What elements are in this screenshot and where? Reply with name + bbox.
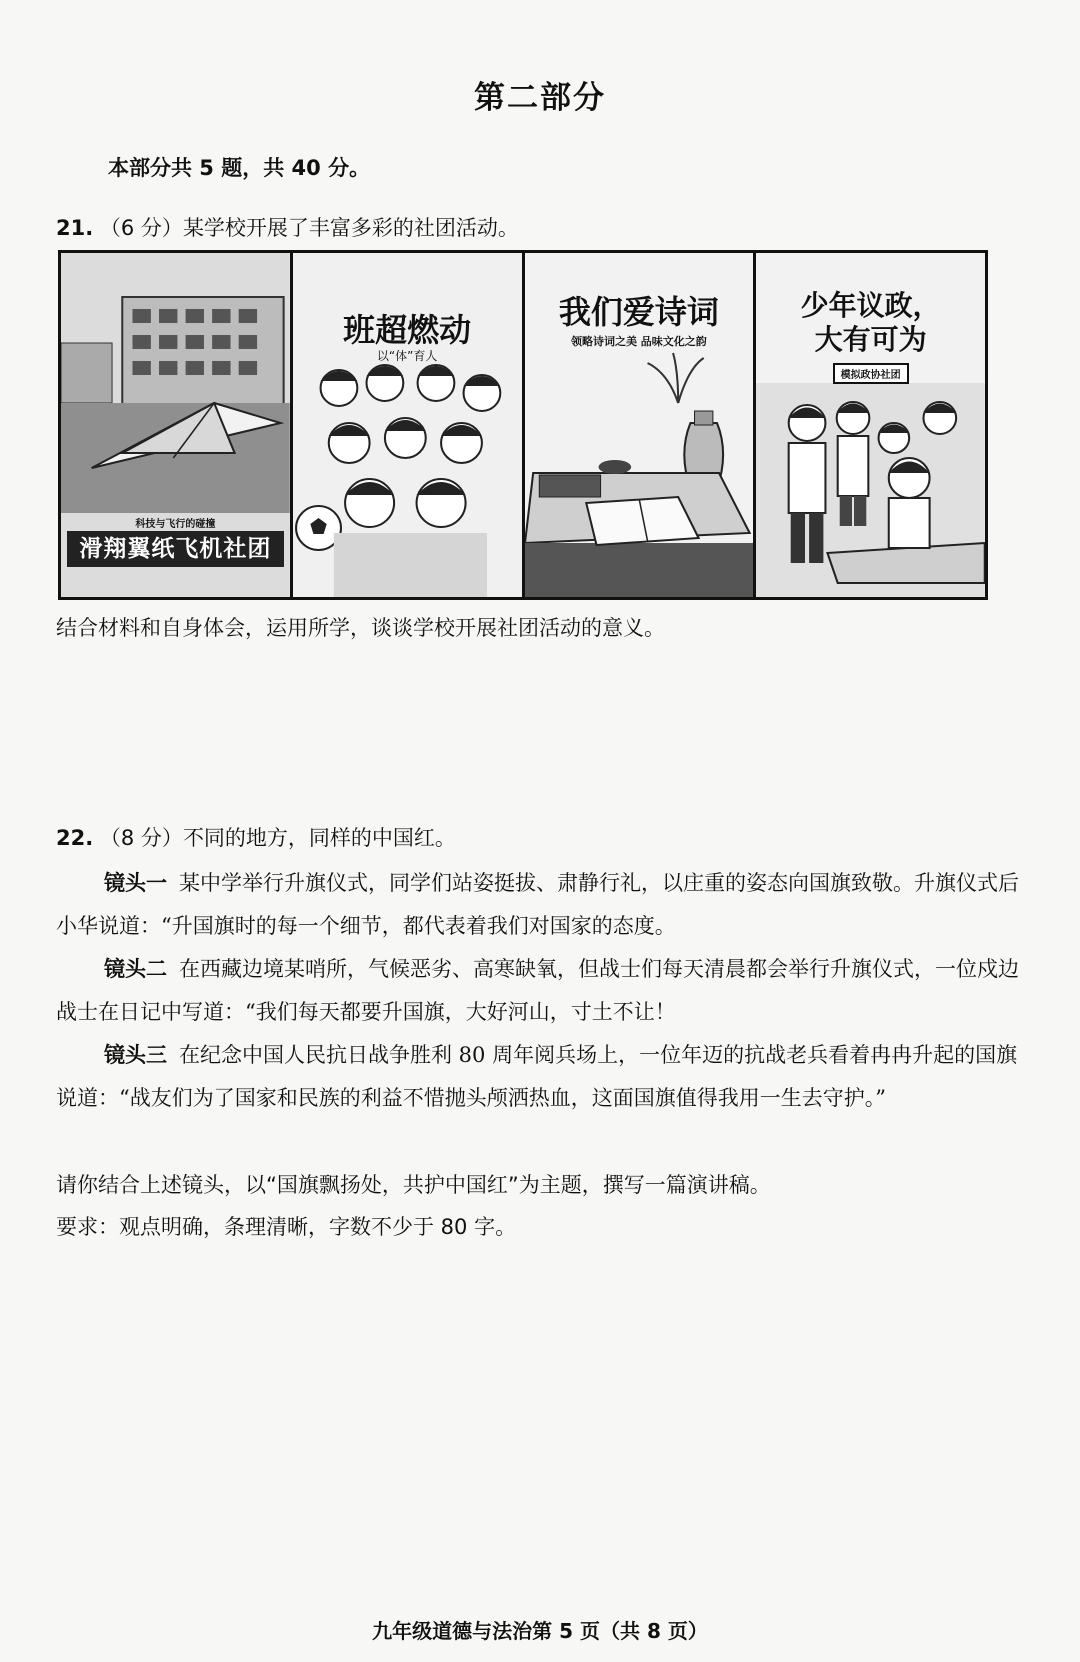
question-text: 不同的地方，同样的中国红。 <box>182 826 456 850</box>
panel-subtitle: 领略诗词之美 品味文化之韵 <box>570 335 707 348</box>
part-intro: 本部分共 5 题，共 40 分。 <box>108 156 371 180</box>
question-22-requirement: 要求：观点明确，条理清晰，字数不少于 80 字。 <box>56 1215 517 1239</box>
scene-1 <box>56 862 1036 948</box>
panel-title-line2: 大有可为 <box>814 323 927 356</box>
question-text: 某学校开展了丰富多彩的社团活动。 <box>182 216 519 240</box>
scene-label: 镜头二 <box>104 957 167 981</box>
question-21-stem <box>56 212 519 242</box>
scene-text: 在西藏边境某哨所，气候恶劣、高寒缺氧，但战士们每天清晨都会举行升旗仪式，一位戍边战士在日记中写道：“我们每天都要升国旗，大好河山，寸土不让！ <box>56 957 1019 1024</box>
scene-text: 某中学举行升旗仪式，同学们站姿挺拔、肃静行礼，以庄重的姿态向国旗致敬。升旗仪式后小华说道：“升国旗时的每一个细节，都代表着我们对国家的态度。 <box>56 871 1019 938</box>
panel-title-line1: 少年议政， <box>800 289 941 322</box>
scene-3 <box>56 1034 1036 1120</box>
question-score: （8 分） <box>99 826 183 850</box>
panel-subtitle: 以“体”育人 <box>376 349 438 363</box>
question-number: 22. <box>56 826 94 850</box>
question-22-stem <box>56 822 456 852</box>
panel-politics <box>756 253 985 597</box>
question-score: （6 分） <box>99 216 183 240</box>
panel-subtitle: 科技与飞行的碰撞 <box>135 519 216 530</box>
club-panels <box>58 250 988 600</box>
panel-title: 我们爱诗词 <box>558 293 719 331</box>
scene-text: 在纪念中国人民抗日战争胜利 80 周年阅兵场上，一位年迈的抗战老兵看着冉冉升起的国旗说道：“战友们为了国家和民族的利益不惜抛头颅洒热血，这面国旗值得我用一生去守护。” <box>56 1043 1018 1110</box>
panel-badge: 模拟政协社团 <box>833 363 909 384</box>
scene-label: 镜头三 <box>104 1043 167 1067</box>
question-number: 21. <box>56 216 94 240</box>
scene-2 <box>56 948 1036 1034</box>
part-title: 第二部分 <box>474 80 606 116</box>
panel-title: 滑翔翼纸飞机社团 <box>67 531 284 567</box>
panel-title: 班超燃动 <box>343 311 472 349</box>
panel-title <box>756 289 985 357</box>
question-21-prompt: 结合材料和自身体会，运用所学，谈谈学校开展社团活动的意义。 <box>56 616 665 640</box>
panel-sports <box>293 253 525 597</box>
panel-poetry <box>525 253 757 597</box>
question-22-task: 请你结合上述镜头，以“国旗飘扬处，共护中国红”为主题，撰写一篇演讲稿。 <box>56 1173 771 1197</box>
scene-label: 镜头一 <box>104 871 167 895</box>
page-footer: 九年级道德与法治第 5 页（共 8 页） <box>372 1619 708 1643</box>
panel-paper-airplane <box>61 253 293 597</box>
